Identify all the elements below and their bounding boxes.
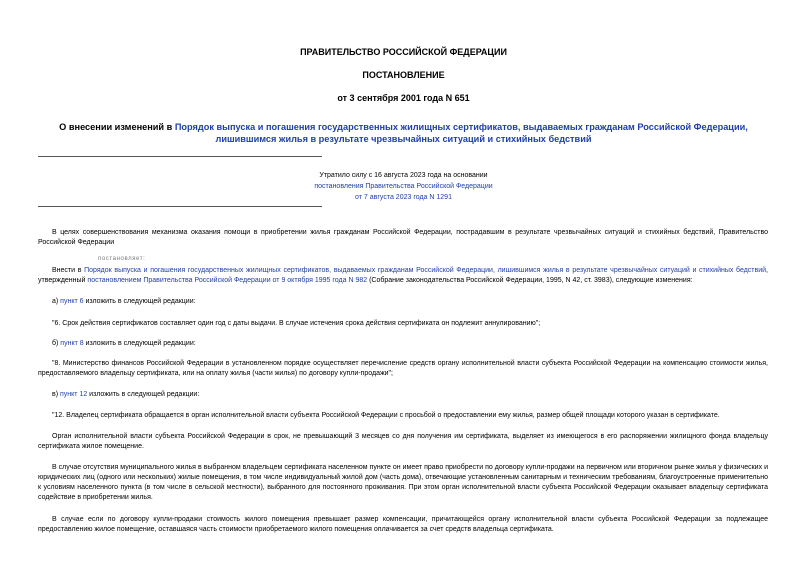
title-prefix: О внесении изменений в xyxy=(59,122,175,132)
org-heading: ПРАВИТЕЛЬСТВО РОССИЙСКОЙ ФЕДЕРАЦИИ xyxy=(300,47,507,57)
status-link-line-2[interactable]: постановления Правительства Российской Федерации xyxy=(314,183,493,190)
item-c-link[interactable]: пункт 12 xyxy=(60,391,88,398)
item-a-suffix: изложить в следующей редакции: xyxy=(83,298,196,305)
paragraph-price-excess: В случае если по договору купли-продажи стоимость жилого помещения превышает размер компенсации, причитающейся органу исполнительной власти субъекта Российской Федерации за подлежащее предоставлению жилое помещение, оставшаяся часть стоимости приобретаемого жилого помещения оплачивается за счет средств владельца сертификата. xyxy=(38,516,768,533)
amend-mid: , утвержденный xyxy=(38,267,768,284)
item-b-suffix: изложить в следующей редакции: xyxy=(83,340,196,347)
document-title xyxy=(38,121,769,145)
amend-link-resolution-982[interactable]: постановлением Правительства Российской Федерации от 9 октября 1995 года N 982 xyxy=(87,277,368,284)
quote-item-8: "8. Министерство финансов Российской Федерации в установленном порядке осуществляет перечисление средств органу исполнительной власти субъекта Российской Федерации на компенсацию стоимости жилья, предоставляемого владельцу сертификата, или на оплату жилья (части жилья) по договору купли-продажи"; xyxy=(38,360,768,377)
status-link-line-3[interactable]: от 7 августа 2023 года N 1291 xyxy=(355,194,452,201)
item-c-suffix: изложить в следующей редакции: xyxy=(87,391,200,398)
paragraph-no-housing: В случае отсутствия муниципального жилья в выбранном владельцем сертификата населенном пункте он имеет право приобрести по договору купли-продажи на первичном или вторичном рынке жилья у физических и юридических лиц (одного или нескольких) жилые помещения, в том числе индивидуальный жилой дом (часть дома), отвечающие установленным санитарным и техническим требованиям, благоустроенные применительно к условиям населенного пункта (в том числе в сельской местности), выбранного для постоянного проживания. При этом орган исполнительной власти субъекта Российской Федерации оказывает владельцу сертификата содействие в приобретении жилья. xyxy=(38,464,768,501)
quote-item-12: "12. Владелец сертификата обращается в орган исполнительной власти субъекта Российской Федерации с просьбой о предоставлении ему жилья, размер общей площади которого указан в сертификате. xyxy=(52,412,720,419)
paragraph-authority: Орган исполнительной власти субъекта Российской Федерации в срок, не превышающий 3 месяцев со дня получения им сертификата, выделяет из имеющегося в его распоряжении жилищного фонда владельцу сертификата жилое помещение. xyxy=(38,433,768,450)
status-line-1: Утратило силу с 16 августа 2023 года на основании xyxy=(319,172,488,179)
item-a-link[interactable]: пункт 6 xyxy=(60,298,84,305)
quote-item-6: "6. Срок действия сертификатов составляет один год с даты выдачи. В случае истечения срока действия сертификата он подлежит аннулированию"; xyxy=(52,320,541,327)
paragraph-intro: В целях совершенствования механизма оказания помощи в приобретении жилья гражданам Российской Федерации, пострадавшим в результате чрезвычайных ситуаций и стихийных бедствий, Правительство Российской Федерации xyxy=(38,229,768,246)
doc-type-heading: ПОСТАНОВЛЕНИЕ xyxy=(362,70,445,80)
item-a xyxy=(38,297,768,307)
amend-link-procedure[interactable]: Порядок выпуска и погашения государственных жилищных сертификатов, выдаваемых гражданам Российской Федерации, лишившимся жилья в результате чрезвычайных ситуаций и стихийных бедствий xyxy=(84,267,767,274)
date-number-heading: от 3 сентября 2001 года N 651 xyxy=(337,93,470,103)
status-note xyxy=(240,170,567,203)
item-b xyxy=(38,339,768,349)
item-a-prefix: а) xyxy=(52,298,61,305)
amend-suffix: (Собрание законодательства Российской Федерации, 1995, N 42, ст. 3983), следующие изменения: xyxy=(367,277,693,284)
divider-top xyxy=(38,156,322,157)
amend-prefix: Внести в xyxy=(52,267,85,274)
resolves-word: постановляет: xyxy=(98,256,146,262)
paragraph-amend xyxy=(38,266,768,286)
item-b-link[interactable]: пункт 8 xyxy=(60,340,84,347)
item-c-prefix: в) xyxy=(52,391,60,398)
item-b-prefix: б) xyxy=(52,340,61,347)
item-c xyxy=(38,390,768,400)
divider-bottom xyxy=(38,206,322,207)
title-link-procedure[interactable]: Порядок выпуска и погашения государственных жилищных сертификатов, выдаваемых гражданам Российской Федерации, лишившимся жилья в результате чрезвычайных ситуаций и стихийных бедствий xyxy=(174,122,748,144)
